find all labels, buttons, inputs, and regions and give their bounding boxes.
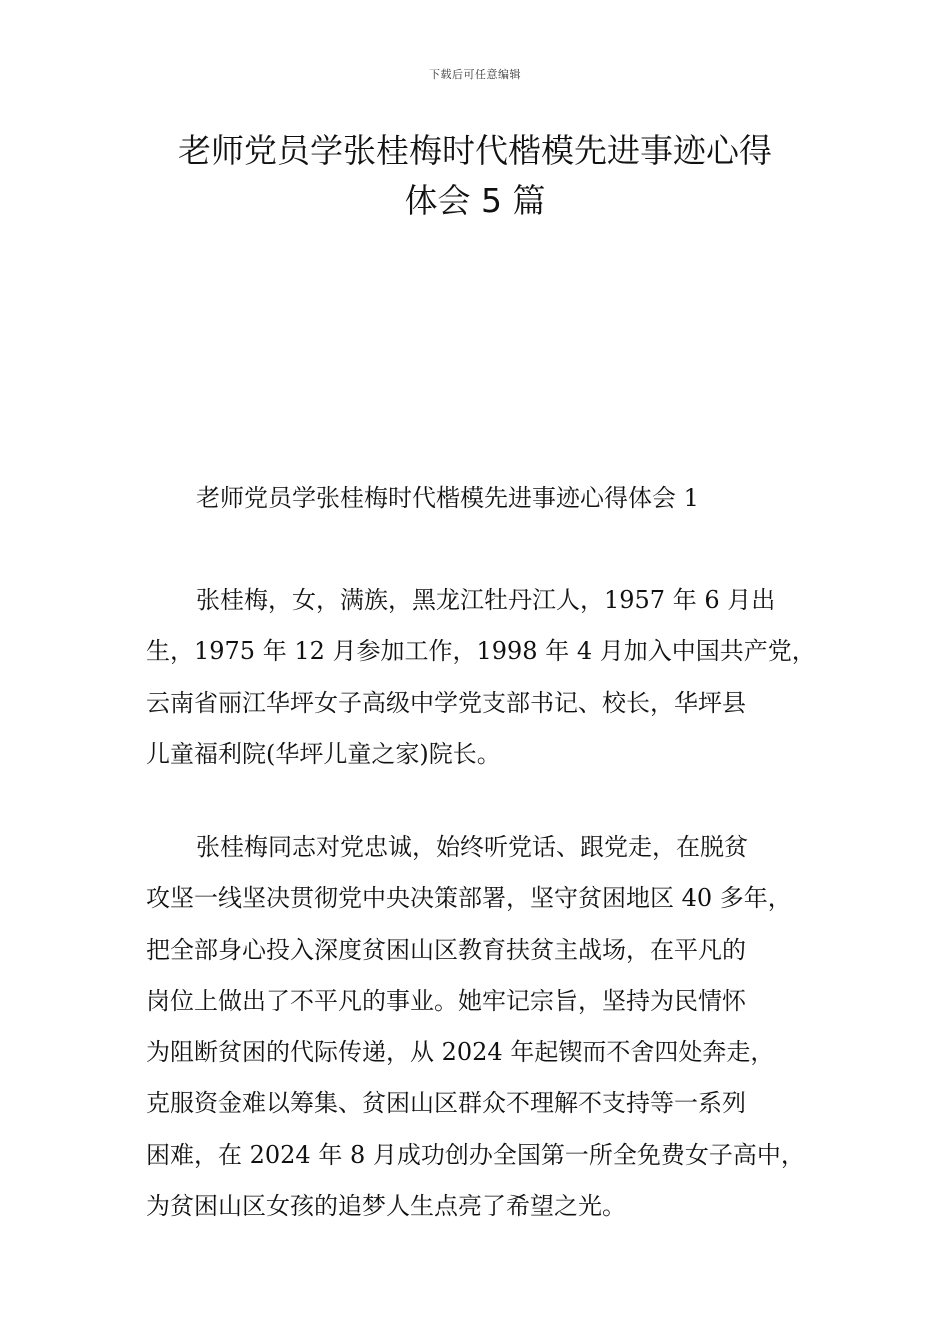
paragraph-line: 把全部身心投入深度贫困山区教育扶贫主战场，在平凡的 <box>146 935 746 964</box>
document-title <box>95 126 855 226</box>
paragraph-line: 为阻断贫困的代际传递，从 2024 年起锲而不舍四处奔走， <box>146 1038 775 1067</box>
paragraph-line: 儿童福利院(华坪儿童之家)院长。 <box>146 739 501 768</box>
section-heading: 老师党员学张桂梅时代楷模先进事迹心得体会 1 <box>196 484 699 512</box>
title-line: 体会 5 篇 <box>404 181 546 220</box>
paragraph-line: 岗位上做出了不平凡的事业。她牢记宗旨，坚持为民情怀 <box>146 986 746 1015</box>
paragraph-line: 困难，在 2024 年 8 月成功创办全国第一所全免费女子高中， <box>146 1140 805 1169</box>
paragraph-line: 云南省丽江华坪女子高级中学党支部书记、校长，华坪县 <box>146 688 746 717</box>
paragraph-line: 张桂梅，女，满族，黑龙江牡丹江人，1957 年 6 月出 <box>196 586 776 614</box>
paragraph-biography <box>146 575 826 780</box>
header-note: 下载后可任意编辑 <box>429 68 521 81</box>
paragraph-line: 克服资金难以筹集、贫困山区群众不理解不支持等一系列 <box>146 1089 746 1118</box>
paragraph-line: 张桂梅同志对党忠诚，始终听党话、跟党走，在脱贫 <box>196 833 748 861</box>
paragraph-line: 生，1975 年 12 月参加工作，1998 年 4 月加入中国共产党， <box>146 637 816 666</box>
paragraph-line: 攻坚一线坚决贯彻党中央决策部署，坚守贫困地区 40 多年， <box>146 884 792 913</box>
paragraph-deeds <box>146 822 826 1232</box>
title-line: 老师党员学张桂梅时代楷模先进事迹心得 <box>178 131 772 170</box>
paragraph-line: 为贫困山区女孩的追梦人生点亮了希望之光。 <box>146 1192 626 1221</box>
